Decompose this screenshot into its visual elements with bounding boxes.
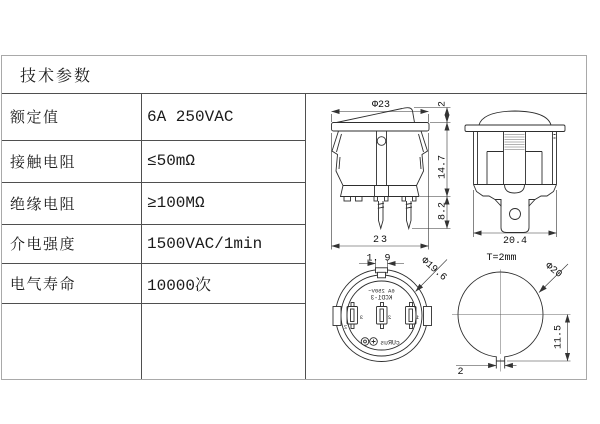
row-label: 接触电阻 <box>10 152 77 171</box>
marking-text: KCD1-3 <box>370 294 393 302</box>
panel-thickness-label: T=2mm <box>486 253 517 264</box>
row-label: 电气寿命 <box>10 274 77 293</box>
dim-label: 1. 9 <box>366 253 391 265</box>
table-row <box>2 93 305 140</box>
dim-label: 11.5 <box>553 324 565 350</box>
dim-label: 8.2 <box>437 201 449 221</box>
dim-label: 2 <box>437 100 449 108</box>
dim-label: 20.4 <box>502 236 528 247</box>
row-value: 1500VAC/1min <box>147 234 263 253</box>
dim-label: Φ23 <box>371 100 391 111</box>
spec-sheet <box>1 55 587 380</box>
dim-label: 2 <box>457 367 464 378</box>
terminal-number: 3 <box>359 314 364 321</box>
sheet-title: 技术参数 <box>20 66 93 85</box>
dim-label: 14.7 <box>437 154 449 180</box>
terminal-number: 2 <box>343 323 348 331</box>
terminal-number: 2 <box>387 314 392 321</box>
table-row <box>2 140 305 182</box>
row-value: 10000次 <box>147 276 212 295</box>
dim-label: Φ19.6 <box>418 255 449 284</box>
cert-mark-right: cURus <box>380 339 400 347</box>
row-value: ≤50mΩ <box>147 152 196 170</box>
grid-line <box>305 93 306 379</box>
terminal-number: 1 <box>415 314 420 321</box>
row-label: 额定值 <box>10 108 60 126</box>
dim-label: 23 <box>372 235 390 246</box>
dim-label: Φ20 <box>542 260 564 281</box>
grid-line <box>2 303 305 304</box>
table-row <box>2 263 305 303</box>
table-row <box>2 224 305 263</box>
table-row <box>2 182 305 224</box>
row-label: 介电强度 <box>10 235 77 253</box>
row-value: 6A 250VAC <box>147 107 234 126</box>
marking-text: 6A 250V~ <box>368 287 395 295</box>
row-label: 绝缘电阻 <box>10 194 77 213</box>
row-value: ≥100MΩ <box>147 194 205 212</box>
